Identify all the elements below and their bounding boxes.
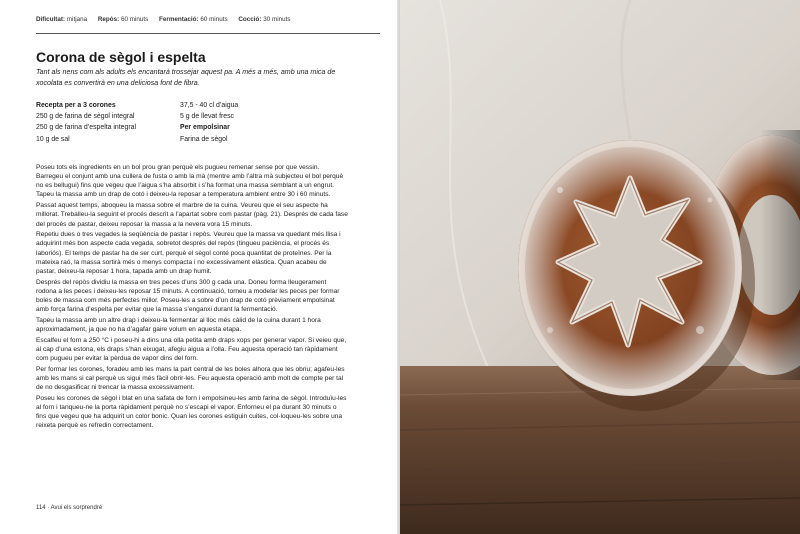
recipe-title: Corona de sègol i espelta <box>36 49 206 65</box>
instruction-paragraph: Per formar les corones, foradeu amb les mans la part central de les boles alhora que les obriu; agafeu-les amb les mans si cal perquè us sigui més fàcil obrir-les. Feu aquesta operació amb molt de compte per tal de no desgasificar ni trencar la massa excessivament. <box>36 365 345 392</box>
ingredients-heading: Recepta per a 3 corones <box>36 102 116 109</box>
header-divider <box>36 33 380 34</box>
ingredients-left <box>36 100 171 145</box>
meta-fermentation: Fermentació: 60 minuts <box>159 16 228 23</box>
recipe-instructions <box>36 163 348 432</box>
meta-cooking: Cocció: 30 minuts <box>238 16 291 23</box>
bread-photo <box>400 0 800 534</box>
recipe-meta <box>36 16 300 23</box>
instruction-paragraph: Escalfeu el forn a 250 °C i poseu-hi a dins una olla petita amb draps xops per generar vapor. Si veieu que, al cap d’una estona, els draps s’han eixugat, afegiu aigua a l’olla. Feu aquesta operació tan ràpidament com pugueu per evitar la pèrdua de vapor dins del forn. <box>36 336 347 363</box>
instruction-paragraph: Repetiu dues o tres vegades la seqüència de pastar i repòs. Veureu que la massa va quedant més llisa i adquirint més bon aspecte cada vegada, sobretot després del repòs (tingueu paciència, el procés és laboriós). El temps de pastar ha de ser curt, perquè el sègol conté poca quantitat de proteïnes. Per la mateixa raó, la massa sortirà més o menys compacta i no excessivament elàstica. Quan acabeu de pastar, deixeu-la reposar 1 hora, tapada amb un drap humit. <box>36 231 341 275</box>
recipe-page <box>0 0 398 534</box>
ingredients-right <box>180 100 310 145</box>
ingredient-item: 10 g de sal <box>36 135 70 143</box>
ingredient-item: Farina de sègol <box>180 135 228 143</box>
instruction-paragraph: Tapeu la massa amb un altre drap i deixeu-la fermentar al lloc més càlid de la cuina durant 1 hora aproximadament, ja que no ha d’agafar gaire volum en aquesta etapa. <box>36 316 321 334</box>
instruction-paragraph: Poseu les corones de sègol i blat en una safata de forn i empolsineu-les amb farina de sègol. Introduïu-les al forn i tanqueu-ne la porta ràpidament perquè no s’escapi el vapor. Enforneu el pa durant 30 minuts o fins que vegeu que ha adquirit un color bonic. Quan les corones estiguin cuites, col·loqueu-les sobre una reixeta perquè es refredin correctament. <box>36 394 347 430</box>
instruction-paragraph: Poseu tots els ingredients en un bol prou gran perquè els pugueu remenar sense por que vessin. Barregeu el conjunt amb una cullera de fusta o amb la mà (mentre amb l’altra mà subjecteu el bol perquè no es bellugui) fins que vegeu que l’aigua s’ha absorbit i s’ha format una massa semblant a un engrut. Tapeu la massa amb un drap de cotó i deixeu-la reposar a temperatura ambient entre 30 i 60 minuts. <box>36 164 344 199</box>
instruction-paragraph: Després del repòs dividiu la massa en tres peces d’uns 300 g cada una. Doneu forma lleugerament rodona a les peces i deixeu-les reposar 15 minuts. A continuació, torneu a modelar les peces per formar boles de massa com més perfectes millor. Poseu-les a sobre d’un drap de cotó prèviament empolsinat amb força farina d’espelta per evitar que la massa s’enganxi durant la fermentació. <box>36 278 340 314</box>
bread-crown-photo-icon <box>400 0 800 534</box>
page-footer: 114 · Avui els sorprendré <box>36 505 103 511</box>
meta-rest: Repòs: 60 minuts <box>97 16 149 23</box>
ingredient-item: 37,5 - 40 cl d’aigua <box>180 102 239 109</box>
dusting-heading: Per empolsinar <box>180 124 230 132</box>
ingredient-item: 5 g de llevat fresc <box>180 113 235 121</box>
meta-difficulty: Dificultat: mitjana <box>36 16 88 23</box>
ingredient-item: 250 g de farina de sègol integral <box>36 113 135 121</box>
instruction-paragraph: Passat aquest temps, aboqueu la massa sobre el marbre de la cuina. Veureu que el seu aspecte ha millorat. Treballeu-la seguint el procés descrit a l’apartat sobre com pastar (pàg. 21). Després de cada fase del procés de pastar, deixeu reposar la massa a la nevera vora 15 minuts. <box>36 202 348 228</box>
recipe-intro: Tant als nens com als adults els encantarà trossejar aquest pa. A més a més, amb una mica de xocolata es convertirà en una deliciosa font de fibra. <box>36 68 336 87</box>
ingredient-item: 250 g de farina d’espelta integral <box>36 124 136 132</box>
